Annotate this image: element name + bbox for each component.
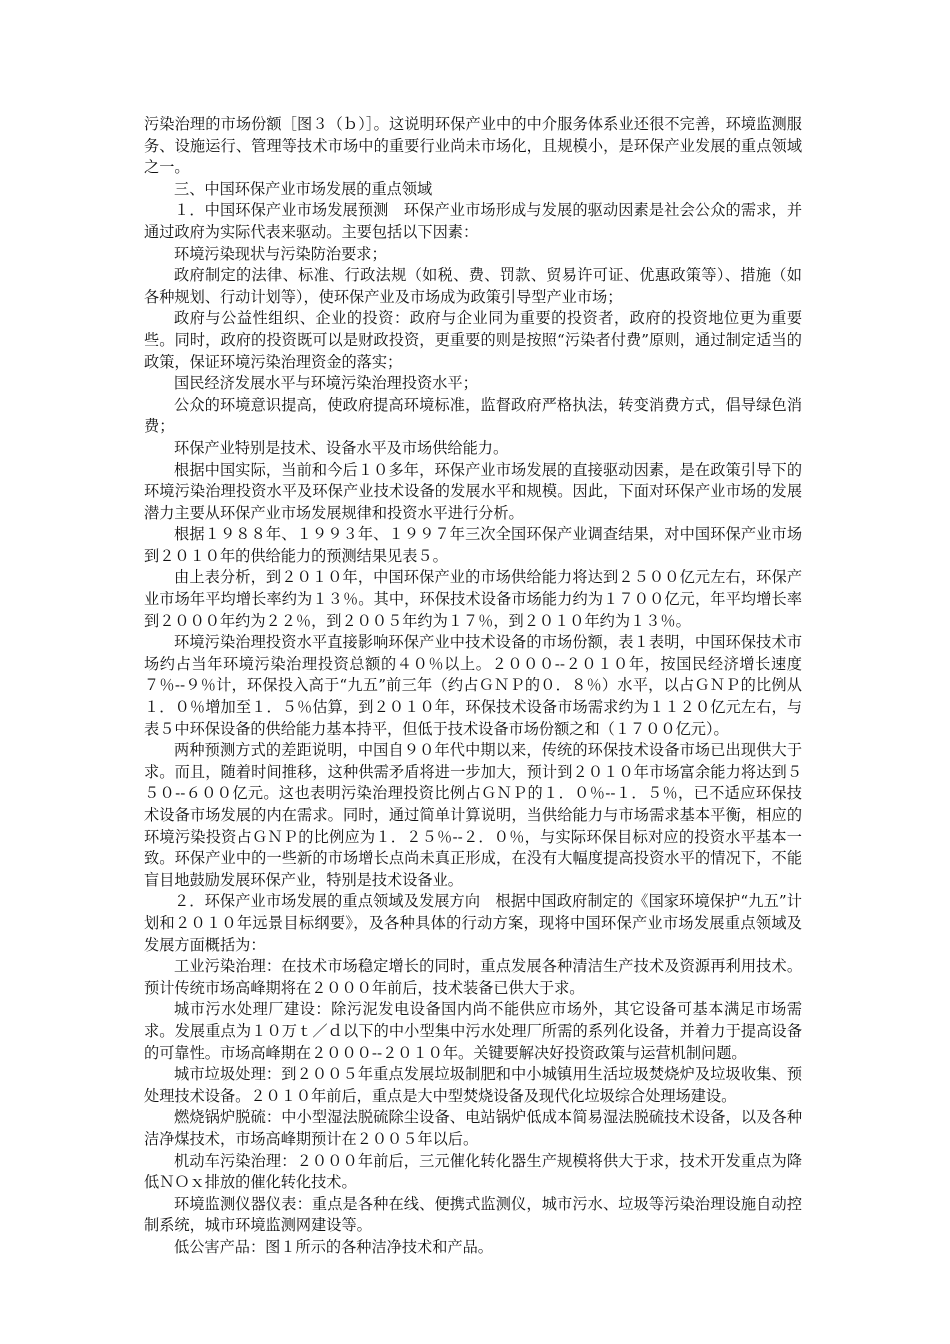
paragraph-11: 由上表分析，到２０１０年，中国环保产业的市场供给能力将达到２５００亿元左右，环保产业市场年平均增长率约为１３％。其中，环保技术设备市场能力约为１７００亿元，年平均增长率到２０００年约为２２％，到２００５年约为１７％，到２０１０年约为１３％。 [144, 568, 802, 630]
paragraph-21: 低公害产品：图１所示的各种洁净技术和产品。 [174, 1237, 493, 1256]
section-heading-3: 三、中国环保产业市场发展的重点领域 [174, 179, 433, 198]
paragraph-6: 国民经济发展水平与环境污染治理投资水平； [174, 374, 478, 393]
paragraph-8: 环保产业特别是技术、设备水平及市场供给能力。 [174, 438, 509, 457]
paragraph-14: ２．环保产业市场发展的重点领域及发展方向 根据中国政府制定的《国家环境保护“九五”计划和２０１０年远景目标纲要》，及各种具体的行动方案，现将中国环保产业市场发展重点领域及发展方面概括为： [144, 892, 802, 954]
paragraph-20: 环境监测仪器仪表：重点是各种在线、便携式监测仪，城市污水、垃圾等污染治理设施自动控制系统，城市环境监测网建设等。 [144, 1194, 802, 1235]
paragraph-9: 根据中国实际，当前和今后１０多年，环保产业市场发展的直接驱动因素，是在政策引导下的环境污染治理投资水平及环保产业技术设备的发展水平和规模。因此，下面对环保产业市场的发展潜力主要从环保产业市场发展规律和投资水平进行分析。 [144, 460, 802, 522]
paragraph-12: 环境污染治理投资水平直接影响环保产业中技术设备的市场份额，表１表明，中国环保技术市场约占当年环境污染治理投资总额的４０％以上。２０００--２０１０年，按国民经济增长速度７％--９％计，环保投入高于“九五”前三年（约占ＧＮＰ的０．８％）水平，以占ＧＮＰ的比例从１．０％增加至１．５％估算，到２０１０年，环保技术设备市场需求约为１１２０亿元左右，与表５中环保设备的供给能力基本持平，但低于技术设备市场份额之和（１７００亿元）。 [144, 633, 802, 738]
paragraph-4: 政府制定的法律、标准、行政法规（如税、费、罚款、贸易许可证、优惠政策等）、措施（如各种规划、行动计划等），使环保产业及市场成为政策引导型产业市场； [144, 266, 802, 306]
paragraph-17: 城市垃圾处理：到２００５年重点发展垃圾制肥和中小城镇用生活垃圾焚烧炉及垃圾收集、预处理技术设备。２０１０年前后，重点是大中型焚烧设备及现代化垃圾综合处理场建设。 [144, 1065, 802, 1105]
document-body [144, 114, 802, 1258]
paragraph-16: 城市污水处理厂建设：除污泥发电设备国内尚不能供应市场外，其它设备可基本满足市场需求。发展重点为１０万ｔ／ｄ以下的中小型集中污水处理厂所需的系列化设备，并着力于提高设备的可靠性。市场高峰期在２０００--２０１０年。关键要解决好投资政策与运营机制问题。 [144, 1000, 802, 1062]
paragraph-3: 环境污染现状与污染防治要求； [174, 244, 387, 263]
paragraph-18: 燃烧锅炉脱硫：中小型湿法脱硫除尘设备、电站锅炉低成本简易湿法脱硫技术设备，以及各种洁净煤技术，市场高峰期预计在２００５年以后。 [144, 1108, 802, 1148]
paragraph-0: 污染治理的市场份额［图３（ｂ）］。这说明环保产业中的中介服务体系业还很不完善，环境监测服务、设施运行、管理等技术市场中的重要行业尚未市场化，且规模小，是环保产业发展的重点领域之一。 [144, 115, 802, 177]
paragraph-13: 两种预测方式的差距说明，中国自９０年代中期以来，传统的环保技术设备市场已出现供大于求。而且，随着时间推移，这种供需矛盾将进一步加大，预计到２０１０年市场富余能力将达到５５０--６００亿元。这也表明污染治理投资比例占ＧＮＰ的１．０％--１．５％，已不适应环保技术设备市场发展的内在需求。同时，通过简单计算说明，当供给能力与市场需求基本平衡，相应的环境污染投资占ＧＮＰ的比例应为１．２５％--２．０％，与实际环保目标对应的投资水平基本一致。环保产业中的一些新的市场增长点尚未真正形成，在没有大幅度提高投资水平的情况下，不能盲目地鼓励发展环保产业，特别是技术设备业。 [144, 741, 802, 889]
paragraph-15: 工业污染治理：在技术市场稳定增长的同时，重点发展各种清洁生产技术及资源再利用技术。预计传统市场高峰期将在２０００年前后，技术装备已供大于求。 [144, 957, 802, 997]
paragraph-5: 政府与公益性组织、企业的投资：政府与企业同为重要的投资者，政府的投资地位更为重要些。同时，政府的投资既可以是财政投资，更重要的则是按照“污染者付费”原则，通过制定适当的政策，保证环境污染治理资金的落实； [144, 309, 802, 371]
paragraph-7: 公众的环境意识提高，使政府提高环境标准，监督政府严格执法，转变消费方式，倡导绿色消费； [144, 395, 802, 436]
paragraph-10: 根据１９８８年、１９９３年、１９９７年三次全国环保产业调查结果，对中国环保产业市场到２０１０年的供给能力的预测结果见表５。 [144, 525, 802, 565]
paragraph-2: １．中国环保产业市场发展预测 环保产业市场形成与发展的驱动因素是社会公众的需求，并通过政府为实际代表来驱动。主要包括以下因素： [144, 201, 802, 241]
paragraph-19: 机动车污染治理：２０００年前后，三元催化转化器生产规模将供大于求，技术开发重点为降低ＮＯｘ排放的催化转化技术。 [144, 1151, 802, 1192]
